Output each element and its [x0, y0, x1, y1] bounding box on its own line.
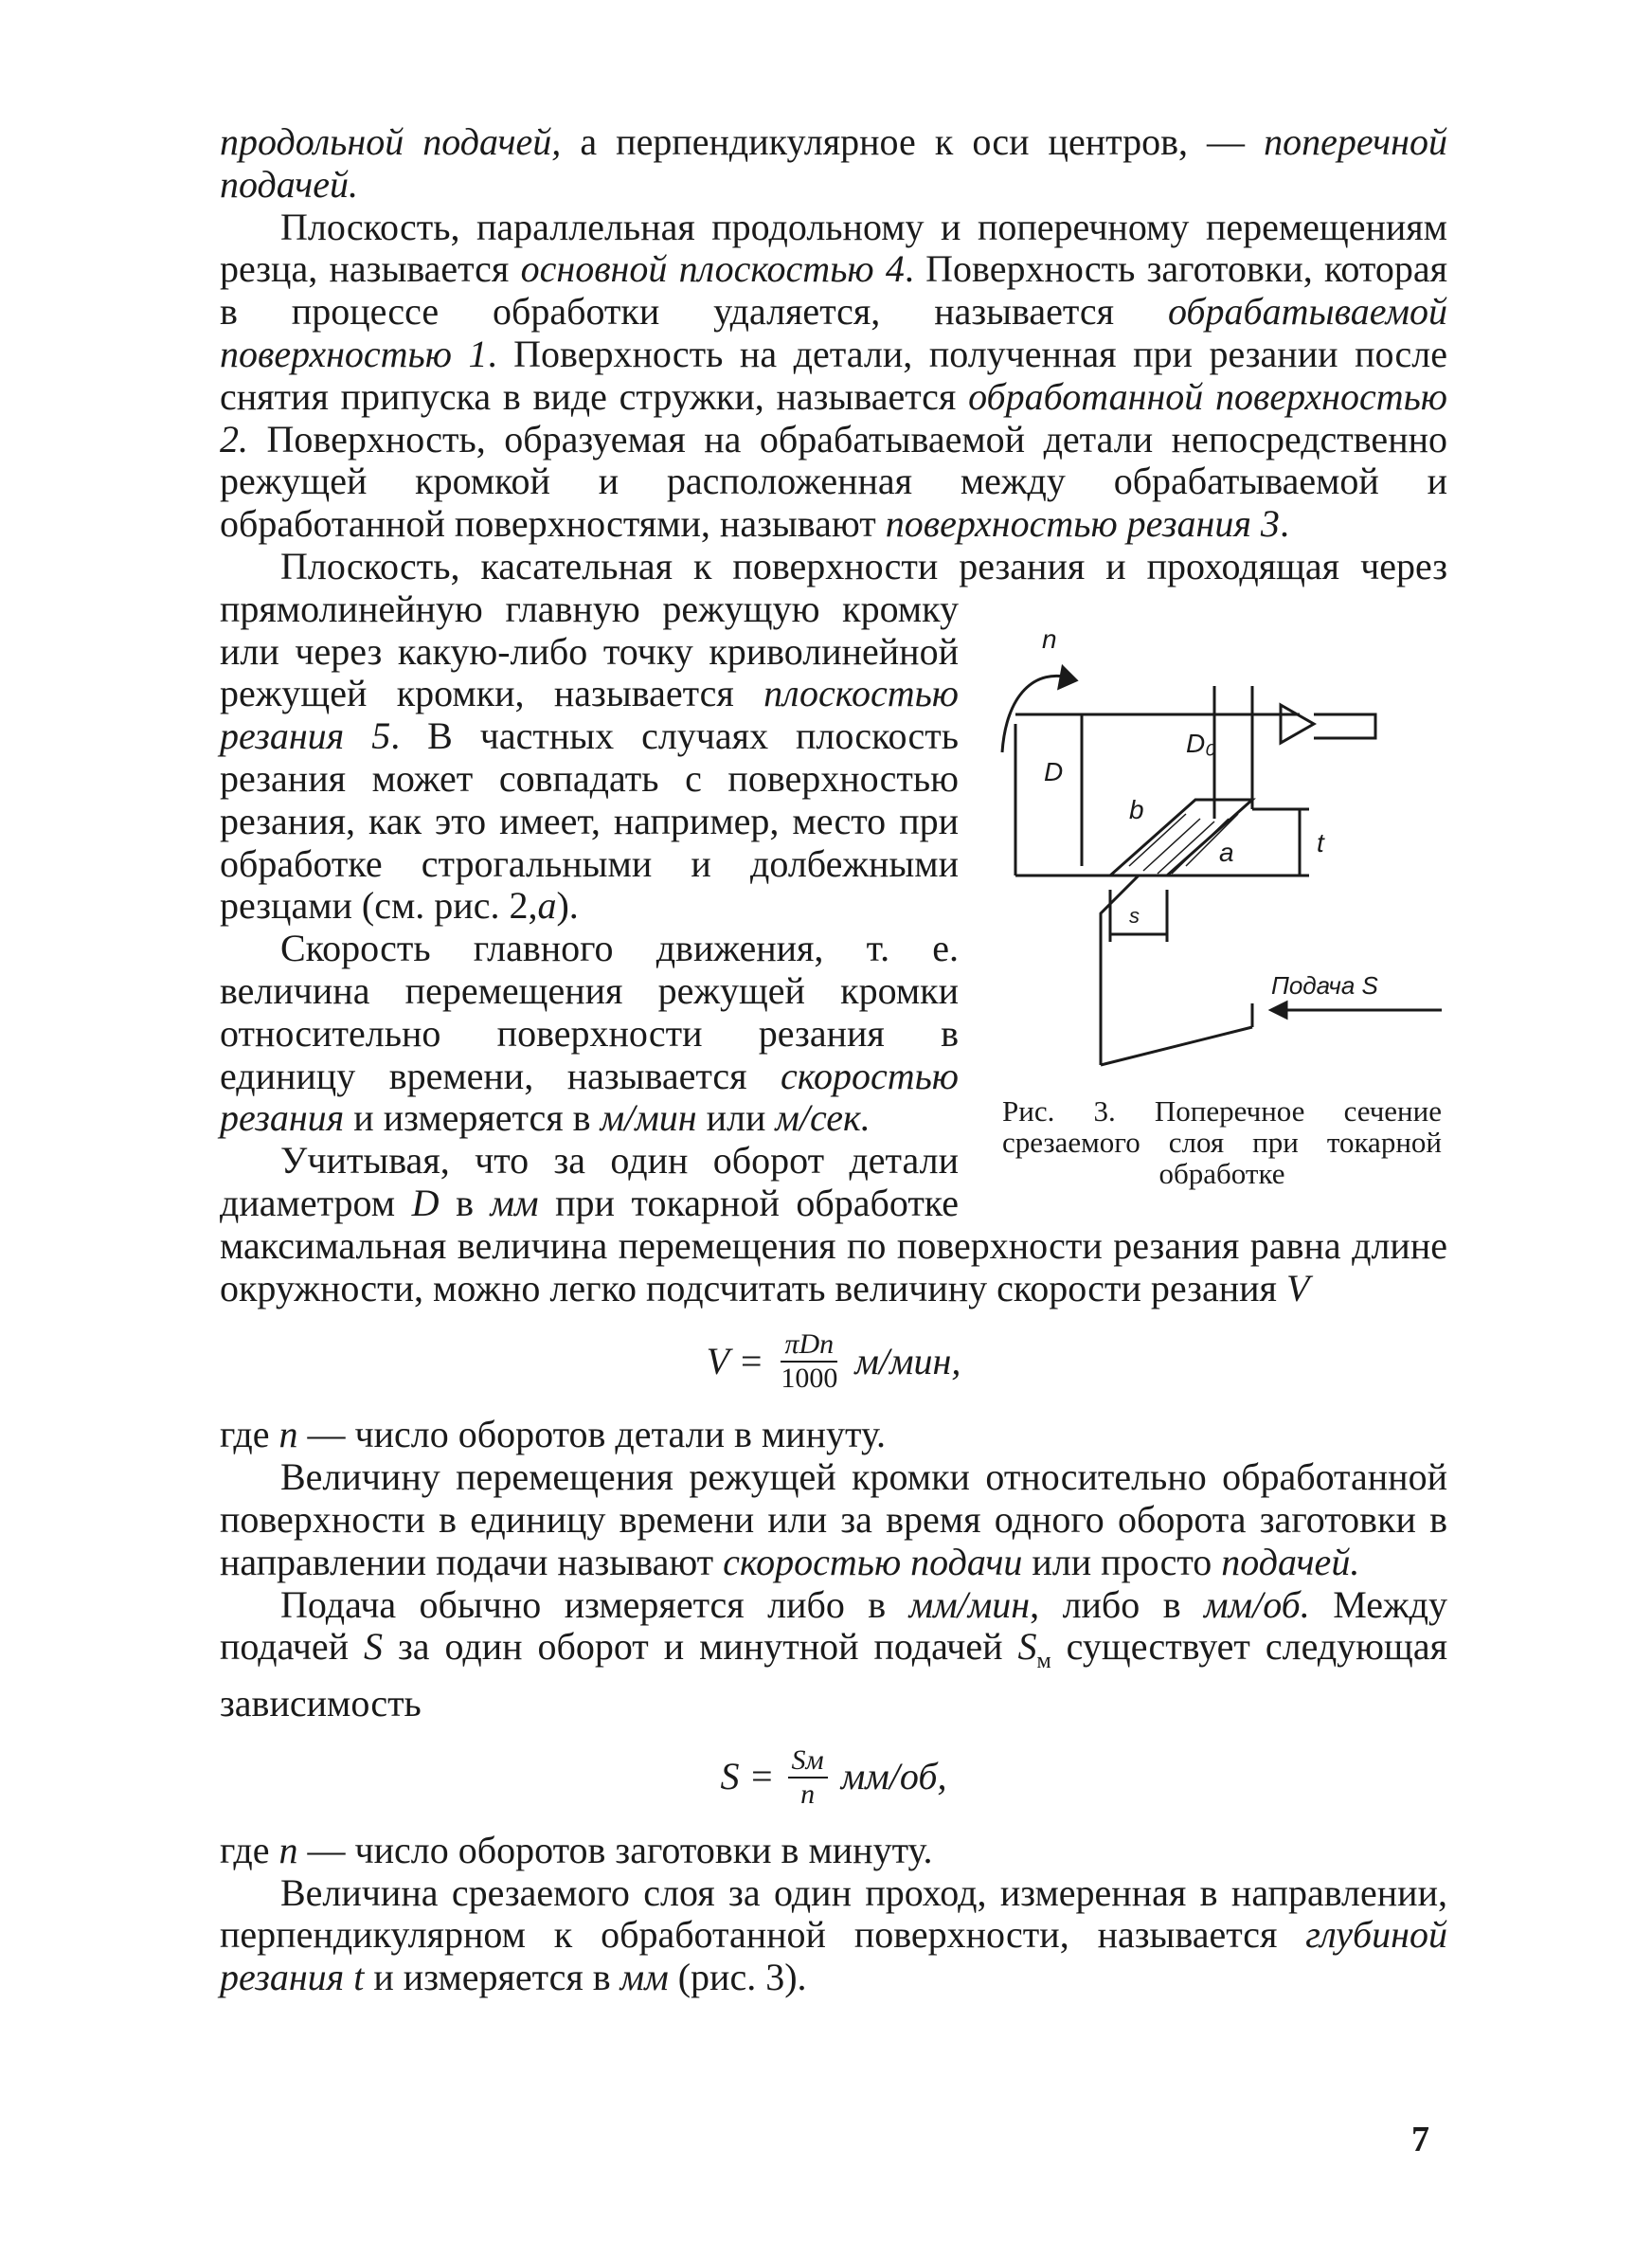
- term: м/сек.: [775, 1096, 871, 1140]
- text: Подача обычно измеряется либо в: [280, 1582, 909, 1626]
- figure-3: [997, 629, 1447, 1189]
- term: S: [364, 1625, 384, 1669]
- term: мм/об.: [1204, 1582, 1310, 1626]
- feed-arrowhead: [1271, 1002, 1286, 1018]
- paragraph-1: [220, 121, 1447, 207]
- formula-numerator: Sм: [788, 1744, 828, 1779]
- term: подачей.: [1221, 1540, 1360, 1583]
- text: Величину перемещения режущей кромки относительно обработанной поверхности в единицу времени или за время одного оборота заготовки в направлении подачи называют: [220, 1455, 1447, 1583]
- term: D: [411, 1181, 440, 1224]
- term: обработанной поверхностью 2.: [220, 374, 1447, 460]
- term: мм: [490, 1181, 539, 1224]
- label-a: a: [1219, 837, 1234, 867]
- formula-denominator: 1000: [781, 1363, 838, 1395]
- taper-line: [1101, 1027, 1252, 1065]
- term: поперечной подачей.: [220, 120, 1447, 206]
- text: при токарной обработке максимальная величина перемещения по поверхности резания равна длине окружности, можно легко подсчитать величину скорости резания: [220, 1181, 1447, 1309]
- page-number: 7: [1411, 2120, 1429, 2159]
- formula-lhs: S =: [720, 1755, 775, 1798]
- text: , либо в: [1030, 1582, 1205, 1626]
- tool-tip-icon: [1281, 705, 1314, 743]
- term: S: [1017, 1625, 1037, 1669]
- formula-units: м/мин,: [854, 1339, 961, 1382]
- text: где: [220, 1828, 279, 1871]
- formula-fraction: [788, 1744, 828, 1811]
- label-t: t: [1317, 827, 1324, 858]
- paragraph-9: [220, 1830, 1447, 1872]
- text: Поверхность, образуемая на обрабатываемой детали непосредственно режущей кромкой и расположенная между обрабатываемой и обработанной поверхностями, называют: [220, 417, 1447, 546]
- term: мм: [620, 1956, 669, 1999]
- paragraph-10: [220, 1872, 1447, 1999]
- rotation-arrowhead: [1059, 667, 1076, 688]
- text: — число оборотов заготовки в минуту.: [297, 1828, 933, 1871]
- subscript: м: [1036, 1649, 1051, 1674]
- text: . Поверхность заготовки, которая в процессе обработки удаляется, называется: [220, 247, 1447, 334]
- label-d0: D₀: [1186, 728, 1217, 758]
- formula-lhs: V =: [706, 1339, 764, 1382]
- tool-shank: [1314, 714, 1375, 738]
- text: . В частных случаях плоскость резания может совпадать с поверхностью резания, как это имеет, например, место при обработке строгальными и долбежными резцами (см. рис. 2,: [220, 714, 959, 928]
- label-feed: Подача S: [1271, 970, 1378, 1000]
- label-n: n: [1042, 628, 1057, 654]
- paragraph-6: [220, 1414, 1447, 1456]
- term: n: [278, 1413, 298, 1456]
- text: Учитывая, что за один оборот детали диаметром: [220, 1139, 959, 1224]
- label-b: b: [1129, 794, 1144, 824]
- formula-denominator: n: [800, 1778, 816, 1810]
- text: Плоскость, параллельная продольному и поперечному перемещениям резца, называется: [220, 205, 1447, 291]
- term: обрабатываемой поверхностью 1: [220, 290, 1447, 375]
- term: а: [537, 884, 557, 928]
- term: м/мин: [600, 1096, 697, 1140]
- formula-numerator: πDn: [781, 1328, 837, 1363]
- text: ).: [556, 884, 579, 928]
- label-d: D: [1044, 756, 1064, 786]
- label-s: s: [1129, 903, 1140, 928]
- text: где: [220, 1413, 279, 1456]
- text: Между подачей: [220, 1582, 1448, 1669]
- text: Плоскость, касательная к поверхности резания и проходящая через прямолинейную главную режущую кромку или через какую-либо точку криволинейной режущей кромки, называется: [220, 544, 1447, 715]
- text: и измеряется в: [344, 1096, 601, 1140]
- formula-fraction: [777, 1328, 841, 1395]
- term: основной плоскостью 4: [520, 247, 905, 291]
- text: существует следующая зависимость: [220, 1625, 1448, 1725]
- text: — число оборотов детали в минуту.: [297, 1413, 886, 1456]
- term: скоростью резания: [220, 1054, 959, 1140]
- term: поверхностью резания 3: [885, 502, 1280, 546]
- formula-cutting-speed: [220, 1309, 1447, 1414]
- paragraph-8: [220, 1584, 1447, 1725]
- term: мм/мин: [908, 1582, 1031, 1626]
- text: .: [1279, 502, 1289, 546]
- page-content: [220, 121, 1447, 1999]
- term: глубиной резания t: [220, 1913, 1447, 1999]
- term: n: [278, 1828, 298, 1871]
- text: а перпендикулярное к оси центров, —: [561, 120, 1265, 163]
- term: продольной подачей,: [220, 120, 562, 163]
- text: и измеряется в: [364, 1956, 620, 1999]
- text: или просто: [1022, 1540, 1222, 1583]
- formula-units: мм/об,: [840, 1755, 947, 1798]
- text: в: [439, 1181, 491, 1224]
- text: . Поверхность на детали, полученная при резании после снятия припуска в виде стружки, называется: [220, 332, 1447, 418]
- paragraph-7: [220, 1456, 1447, 1583]
- text: за один оборот и минутной подачей: [383, 1625, 1018, 1669]
- term: скоростью подачи: [723, 1540, 1023, 1583]
- text: или: [696, 1096, 776, 1140]
- text: (рис. 3).: [668, 1956, 807, 1999]
- cutting-section-diagram: [997, 629, 1447, 1078]
- formula-feed: [220, 1725, 1447, 1830]
- paragraph-2: [220, 207, 1447, 546]
- term: плоскостью резания 5: [220, 672, 959, 758]
- text: Скорость главного движения, т. е. величина перемещения режущей кромки относительно поверхности резания в единицу времени, называется: [220, 927, 959, 1097]
- term: V: [1285, 1266, 1310, 1309]
- figure-caption: Рис. 3. Поперечное сечение срезаемого слоя при токарной обработке: [1002, 1093, 1442, 1190]
- text: Величина срезаемого слоя за один проход, измеренная в направлении, перпендикулярном к обработанной поверхности, называется: [220, 1870, 1447, 1957]
